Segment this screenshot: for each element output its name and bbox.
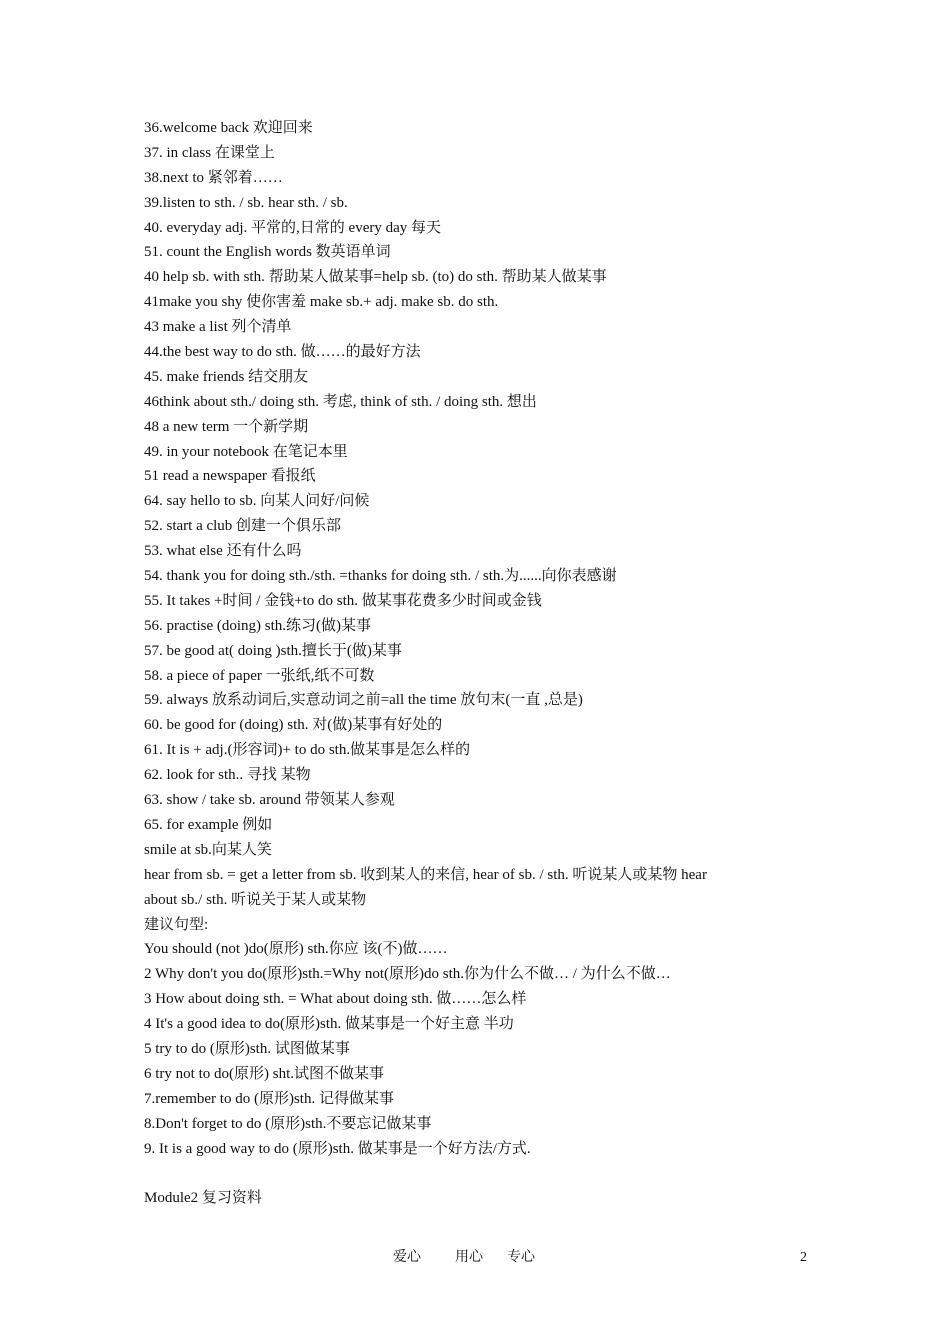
- text-line: 51. count the English words 数英语单词: [144, 244, 391, 261]
- text-line: 61. It is + adj.(形容词)+ to do sth.做某事是怎么样的: [144, 742, 471, 759]
- text-line: 60. be good for (doing) sth. 对(做)某事有好处的: [144, 717, 443, 734]
- text-line: 41make you shy 使你害羞 make sb.+ adj. make sb. do sth.: [144, 294, 499, 311]
- text-line: about sb./ sth. 听说关于某人或某物: [144, 891, 367, 908]
- text-line: 57. be good at( doing )sth.擅长于(做)某事: [144, 642, 402, 659]
- text-line: 48 a new term 一个新学期: [144, 418, 309, 435]
- footer-motto-word: 专心: [507, 1250, 535, 1265]
- text-line: 40 help sb. with sth. 帮助某人做某事=help sb. (to) do sth. 帮助某人做某事: [144, 269, 607, 286]
- text-line: 59. always 放系动词后,实意动词之前=all the time 放句末(一直 ,总是): [144, 692, 583, 709]
- text-line: 54. thank you for doing sth./sth. =thanks for doing sth. / sth.为......向你表感谢: [144, 568, 617, 585]
- text-line: 43 make a list 列个清单: [144, 319, 292, 336]
- suggestion-line: 9. It is a good way to do (原形)sth. 做某事是一个好方法/方式.: [144, 1140, 531, 1157]
- suggestion-line: You should (not )do(原形) sth.你应 该(不)做……: [144, 941, 448, 958]
- text-line: 55. It takes +时间 / 金钱+to do sth. 做某事花费多少时间或金钱: [144, 592, 542, 609]
- footer-motto: [393, 1248, 535, 1268]
- text-line: 46think about sth./ doing sth. 考虑, think of sth. / doing sth. 想出: [144, 393, 537, 410]
- suggestion-line: 2 Why don't you do(原形)sth.=Why not(原形)do sth.你为什么不做… / 为什么不做…: [144, 966, 671, 983]
- text-line: 62. look for sth.. 寻找 某物: [144, 767, 311, 784]
- text-line: 40. everyday adj. 平常的,日常的 every day 每天: [144, 219, 442, 236]
- text-line: 56. practise (doing) sth.练习(做)某事: [144, 617, 372, 634]
- text-line: 63. show / take sb. around 带领某人参观: [144, 792, 395, 809]
- text-line: smile at sb.向某人笑: [144, 841, 272, 858]
- text-line: 38.next to 紧邻着……: [144, 169, 283, 186]
- text-line: 37. in class 在课堂上: [144, 144, 275, 161]
- text-line: 44.the best way to do sth. 做……的最好方法: [144, 344, 421, 361]
- text-line: 36.welcome back 欢迎回来: [144, 120, 313, 136]
- suggestion-line: 7.remember to do (原形)sth. 记得做某事: [144, 1090, 394, 1107]
- footer-motto-word: 爱心: [393, 1250, 421, 1265]
- text-line: 65. for example 例如: [144, 816, 273, 833]
- text-line: 58. a piece of paper 一张纸,纸不可数: [144, 667, 375, 684]
- text-line: 64. say hello to sb. 向某人问好/问候: [144, 493, 370, 510]
- suggestion-line: 4 It's a good idea to do(原形)sth. 做某事是一个好主意 半功: [144, 1016, 514, 1033]
- text-line: 39.listen to sth. / sb. hear sth. / sb.: [144, 194, 348, 211]
- text-line: 53. what else 还有什么吗: [144, 543, 302, 560]
- suggestion-line: 6 try not to do(原形) sht.试图不做某事: [144, 1065, 384, 1082]
- footer-motto-word: 用心: [455, 1250, 483, 1265]
- section-heading-suggestions: 建议句型:: [144, 916, 209, 933]
- text-line: hear from sb. = get a letter from sb. 收到某人的来信, hear of sb. / sth. 听说某人或某物 hear: [144, 866, 707, 883]
- document-body: [144, 116, 814, 1211]
- page-number: 2: [800, 1250, 807, 1265]
- text-line: 45. make friends 结交朋友: [144, 368, 309, 385]
- suggestion-line: 8.Don't forget to do (原形)sth.不要忘记做某事: [144, 1115, 432, 1132]
- text-line: 52. start a club 创建一个俱乐部: [144, 518, 342, 535]
- suggestion-line: 5 try to do (原形)sth. 试图做某事: [144, 1040, 350, 1057]
- text-line: 49. in your notebook 在笔记本里: [144, 443, 348, 460]
- module-heading: Module2 复习资料: [144, 1190, 262, 1207]
- text-line: 51 read a newspaper 看报纸: [144, 468, 316, 485]
- blank-line: [144, 1161, 814, 1186]
- suggestion-line: 3 How about doing sth. = What about doing sth. 做……怎么样: [144, 991, 527, 1008]
